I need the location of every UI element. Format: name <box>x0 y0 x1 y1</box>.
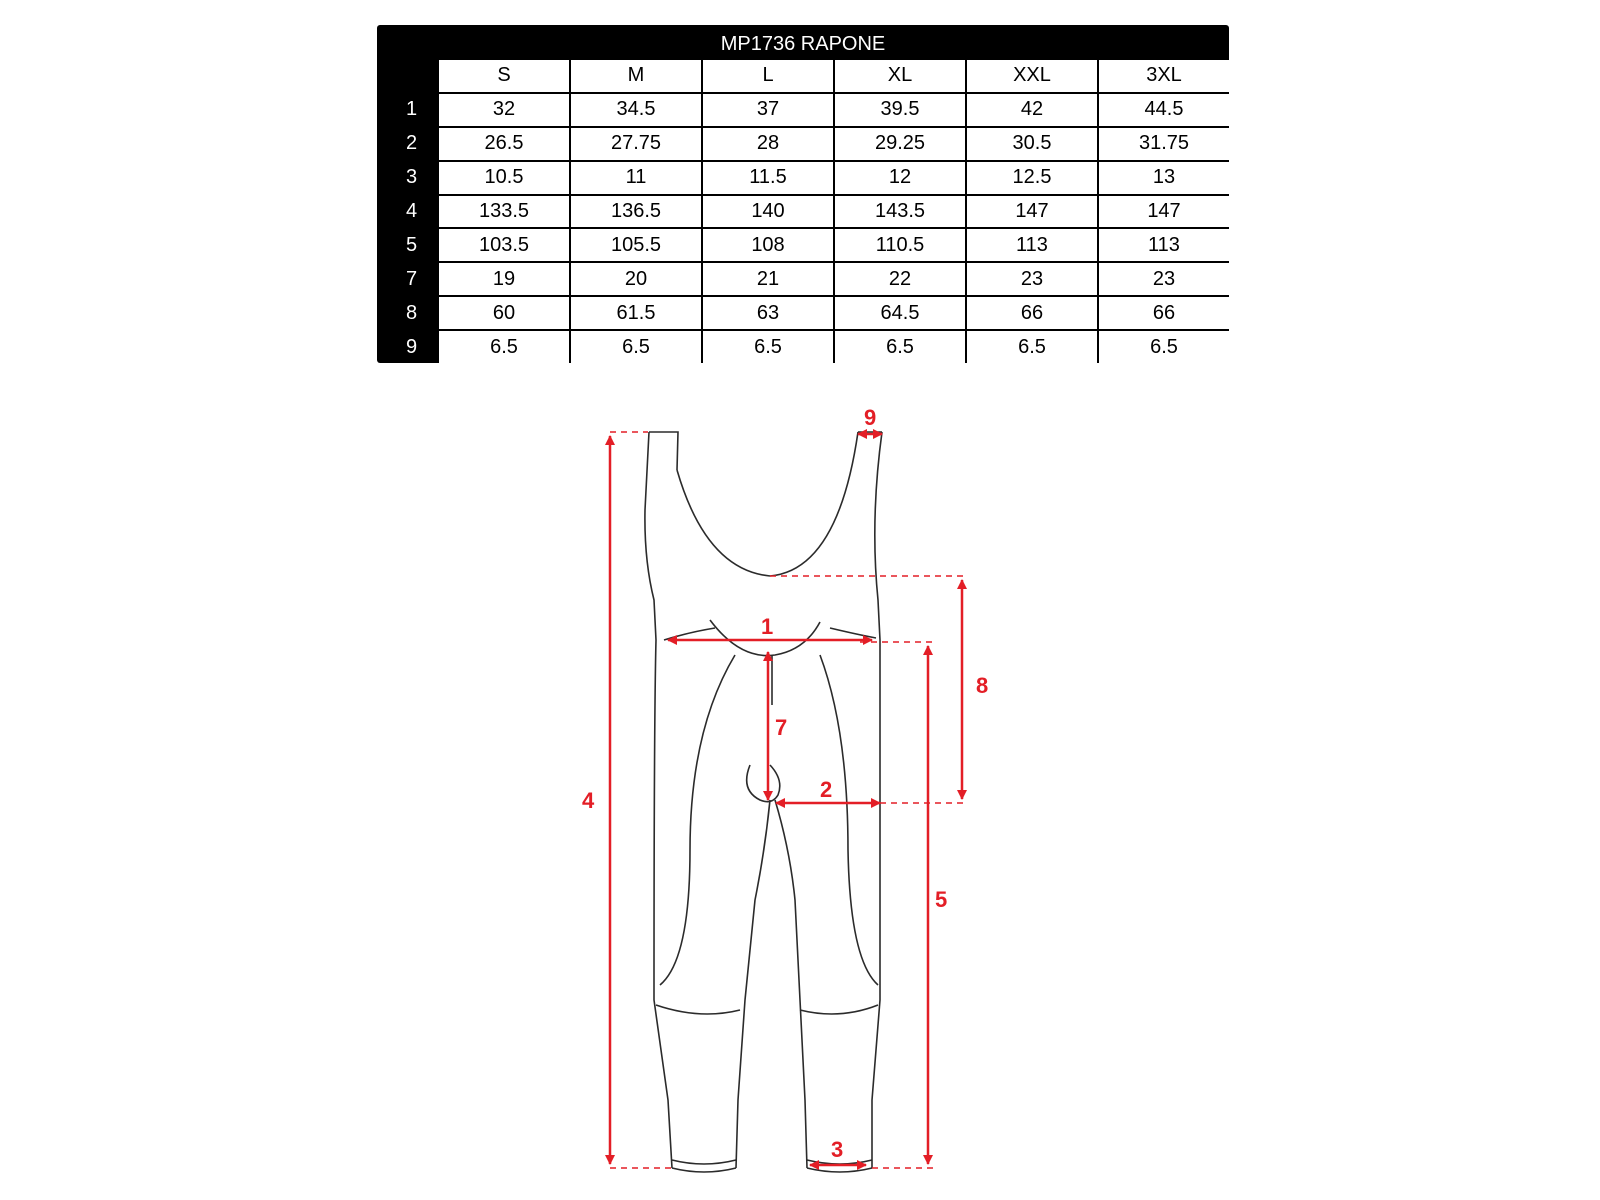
column-header: XXL <box>967 60 1097 92</box>
table-cell: 66 <box>1099 297 1229 329</box>
table-cell: 10.5 <box>439 162 569 194</box>
table-cell: 30.5 <box>967 128 1097 160</box>
label-4: 4 <box>582 788 595 813</box>
table-cell: 64.5 <box>835 297 965 329</box>
table-cell: 27.75 <box>571 128 701 160</box>
table-cell: 28 <box>703 128 833 160</box>
table-cell: 6.5 <box>1099 331 1229 363</box>
table-cell: 6.5 <box>703 331 833 363</box>
table-cell: 39.5 <box>835 94 965 126</box>
table-cell: 31.75 <box>1099 128 1229 160</box>
table-cell: 12 <box>835 162 965 194</box>
table-cell: 44.5 <box>1099 94 1229 126</box>
table-cell: 37 <box>703 94 833 126</box>
table-cell: 108 <box>703 229 833 261</box>
table-cell: 6.5 <box>571 331 701 363</box>
table-cell: 6.5 <box>967 331 1097 363</box>
inner-left-leg <box>736 800 770 1168</box>
table-cell: 22 <box>835 263 965 295</box>
label-2: 2 <box>820 777 833 802</box>
row-label: 2 <box>406 132 418 155</box>
table-cell: 110.5 <box>835 229 965 261</box>
right-panel <box>820 655 878 985</box>
table-cell: 19 <box>439 263 569 295</box>
right-cuff <box>807 1168 872 1172</box>
table-cell: 63 <box>703 297 833 329</box>
table-cell: 12.5 <box>967 162 1097 194</box>
label-5: 5 <box>935 887 948 912</box>
left-cuff-band <box>672 1160 736 1164</box>
table-cell: 13 <box>1099 162 1229 194</box>
label-1: 1 <box>761 614 774 639</box>
column-header: M <box>571 60 701 92</box>
table-cell: 29.25 <box>835 128 965 160</box>
table-cell: 11.5 <box>703 162 833 194</box>
dimension-arrows <box>610 434 962 1165</box>
column-header: XL <box>835 60 965 92</box>
row-label: 1 <box>406 98 418 121</box>
table-cell: 66 <box>967 297 1097 329</box>
table-cell: 103.5 <box>439 229 569 261</box>
table-cell: 147 <box>967 196 1097 228</box>
label-3: 3 <box>831 1137 844 1162</box>
table-cell: 61.5 <box>571 297 701 329</box>
strap-left-inner <box>677 470 770 576</box>
row-label: 3 <box>406 166 418 189</box>
outer-right-edge <box>872 432 882 1168</box>
table-cell: 11 <box>571 162 701 194</box>
outer-left-edge <box>645 432 672 1168</box>
table-cell: 6.5 <box>439 331 569 363</box>
table-cell: 26.5 <box>439 128 569 160</box>
row-label: 4 <box>406 199 418 222</box>
left-side-seam <box>664 628 715 640</box>
column-header: S <box>439 60 569 92</box>
table-cell: 113 <box>1099 229 1229 261</box>
label-8: 8 <box>976 673 989 698</box>
chamois-seam <box>747 765 780 802</box>
row-label: 7 <box>406 267 418 290</box>
table-cell: 6.5 <box>835 331 965 363</box>
table-cell: 23 <box>1099 263 1229 295</box>
inner-right-leg <box>775 800 807 1168</box>
left-panel <box>660 655 735 985</box>
table-cell: 105.5 <box>571 229 701 261</box>
right-side-seam <box>830 628 876 638</box>
strap-left-top <box>649 432 678 470</box>
row-label: 9 <box>406 335 418 358</box>
table-cell: 34.5 <box>571 94 701 126</box>
table-cell: 133.5 <box>439 196 569 228</box>
table-cell: 140 <box>703 196 833 228</box>
table-cell: 113 <box>967 229 1097 261</box>
table-cell: 60 <box>439 297 569 329</box>
column-header: L <box>703 60 833 92</box>
table-cell: 42 <box>967 94 1097 126</box>
table-cell: 136.5 <box>571 196 701 228</box>
left-knee-seam <box>656 1005 740 1014</box>
row-label: 8 <box>406 301 418 324</box>
guide-lines <box>610 432 968 1168</box>
row-label: 5 <box>406 233 418 256</box>
label-7: 7 <box>775 715 788 740</box>
table-title: MP1736 RAPONE <box>720 33 886 55</box>
left-cuff <box>672 1168 736 1172</box>
table-cell: 20 <box>571 263 701 295</box>
strap-right-inner <box>770 432 858 576</box>
column-header: 3XL <box>1099 60 1229 92</box>
table-cell: 23 <box>967 263 1097 295</box>
table-cell: 147 <box>1099 196 1229 228</box>
label-9: 9 <box>864 405 877 430</box>
right-knee-seam <box>800 1005 878 1014</box>
table-cell: 21 <box>703 263 833 295</box>
table-cell: 143.5 <box>835 196 965 228</box>
table-cell: 32 <box>439 94 569 126</box>
